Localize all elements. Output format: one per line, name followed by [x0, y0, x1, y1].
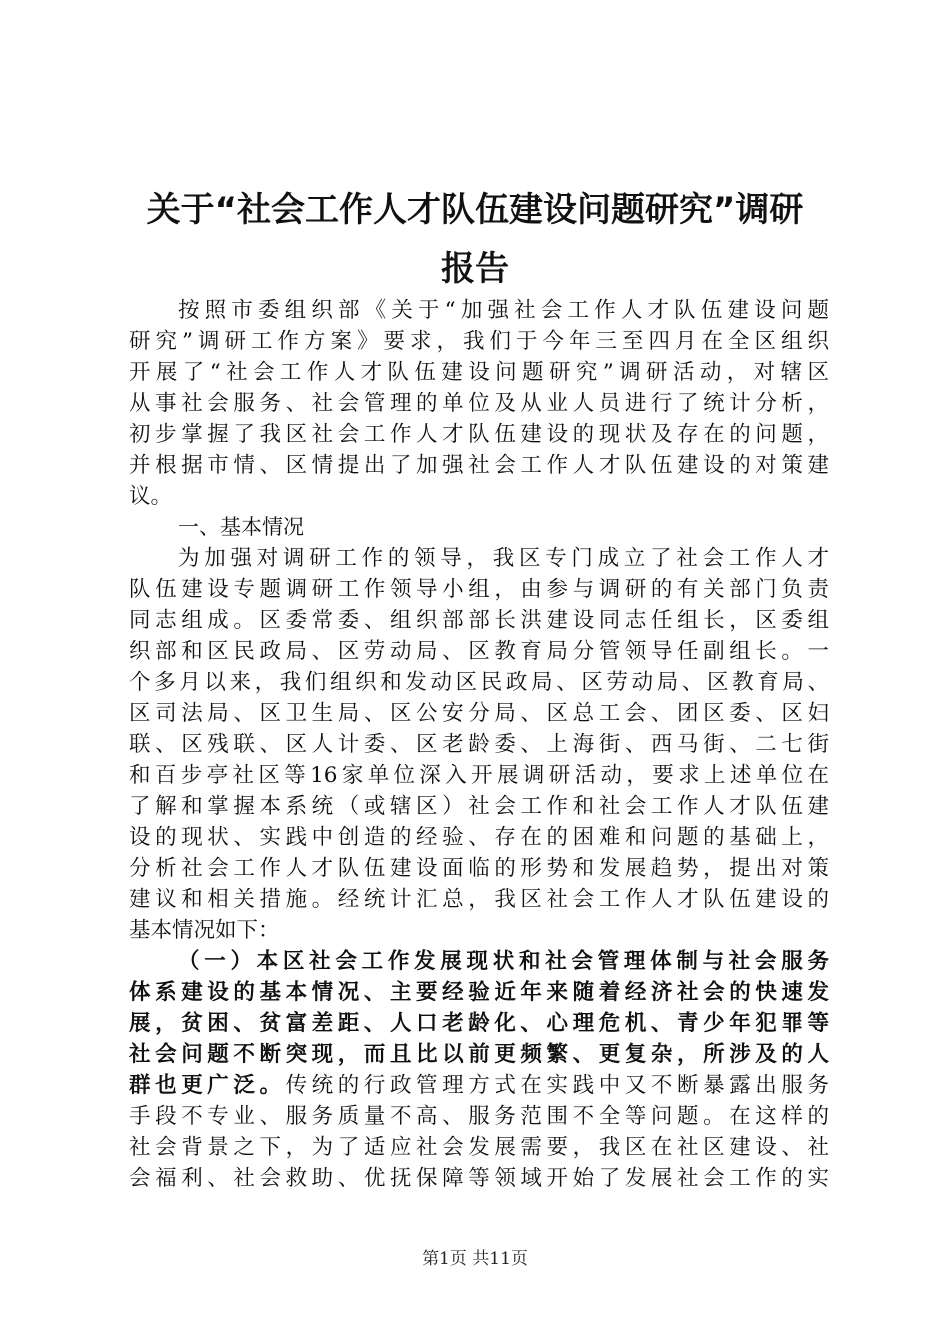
document-title-line-1: 关于“社会工作人才队伍建设问题研究”调研: [146, 190, 804, 230]
paragraph-2-line: 队伍建设专题调研工作领导小组，由参与调研的有关部门负责: [129, 577, 829, 602]
paragraph-3-bold-line: 展，贫困、贫富差距、人口老龄化、心理危机、青少年犯罪等: [129, 1011, 829, 1036]
paragraph-3-bold-line: （一）本区社会工作发展现状和社会管理体制与社会服务: [178, 949, 829, 974]
paragraph-2-line: 建议和相关措施。经统计汇总，我区社会工作人才队伍建设的: [129, 887, 829, 912]
paragraph-3-line: 会福利、社会救助、优抚保障等领域开始了发展社会工作的实: [129, 1166, 829, 1191]
paragraph-2-line: 了解和掌握本系统（或辖区）社会工作和社会工作人才队伍建: [129, 794, 829, 819]
document-title-line-2: 报告: [441, 249, 509, 289]
paragraph-3-bold-line: 社会问题不断突现，而且比以前更频繁、更复杂，所涉及的人: [129, 1042, 829, 1067]
paragraph-2-line: 联、区残联、区人计委、区老龄委、上海街、西马街、二七街: [129, 732, 829, 757]
paragraph-1-line: 研究”调研工作方案》要求，我们于今年三至四月在全区组织: [129, 329, 829, 354]
paragraph-3-line: 社会背景之下，为了适应社会发展需要，我区在社区建设、社: [129, 1135, 829, 1160]
paragraph-3-mixed-line: [129, 1070, 829, 1101]
paragraph-2-line: 织部和区民政局、区劳动局、区教育局分管领导任副组长。一: [129, 639, 829, 664]
paragraph-2-line: 同志组成。区委常委、组织部部长洪建设同志任组长，区委组: [129, 608, 829, 633]
paragraph-1-line: 并根据市情、区情提出了加强社会工作人才队伍建设的对策建: [129, 453, 829, 478]
paragraph-2-line: 为加强对调研工作的领导，我区专门成立了社会工作人才: [178, 546, 829, 571]
paragraph-2-line: 设的现状、实践中创造的经验、存在的困难和问题的基础上，: [129, 825, 829, 850]
paragraph-1-line: 从事社会服务、社会管理的单位及从业人员进行了统计分析，: [129, 391, 829, 416]
paragraph-3-bold-fragment: 群也更广泛。: [129, 1073, 286, 1098]
paragraph-3-regular-fragment: 传统的行政管理方式在实践中又不断暴露出服务: [285, 1073, 829, 1098]
paragraph-1-line: 初步掌握了我区社会工作人才队伍建设的现状及存在的问题，: [129, 422, 829, 447]
paragraph-1-line: 按照市委组织部《关于“加强社会工作人才队伍建设问题: [178, 298, 829, 323]
paragraph-2-line: 个多月以来，我们组织和发动区民政局、区劳动局、区教育局、: [129, 670, 829, 695]
paragraph-2-line: 区司法局、区卫生局、区公安分局、区总工会、团区委、区妇: [129, 701, 829, 726]
paragraph-2-line: 分析社会工作人才队伍建设面临的形势和发展趋势，提出对策: [129, 856, 829, 881]
paragraph-1-line: 开展了“社会工作人才队伍建设问题研究”调研活动，对辖区: [129, 360, 829, 385]
paragraph-3-bold-line: 体系建设的基本情况、主要经验近年来随着经济社会的快速发: [129, 980, 829, 1005]
paragraph-2-line: 和百步亭社区等16家单位深入开展调研活动，要求上述单位在: [129, 763, 829, 788]
paragraph-3-line: 手段不专业、服务质量不高、服务范围不全等问题。在这样的: [129, 1104, 829, 1129]
page-footer: 第1页 共11页: [422, 1249, 528, 1269]
paragraph-1-line: 议。: [129, 484, 173, 509]
paragraph-2-line: 基本情况如下：: [129, 918, 280, 943]
section-heading: 一、基本情况: [178, 515, 304, 539]
document-body: [129, 295, 829, 1194]
